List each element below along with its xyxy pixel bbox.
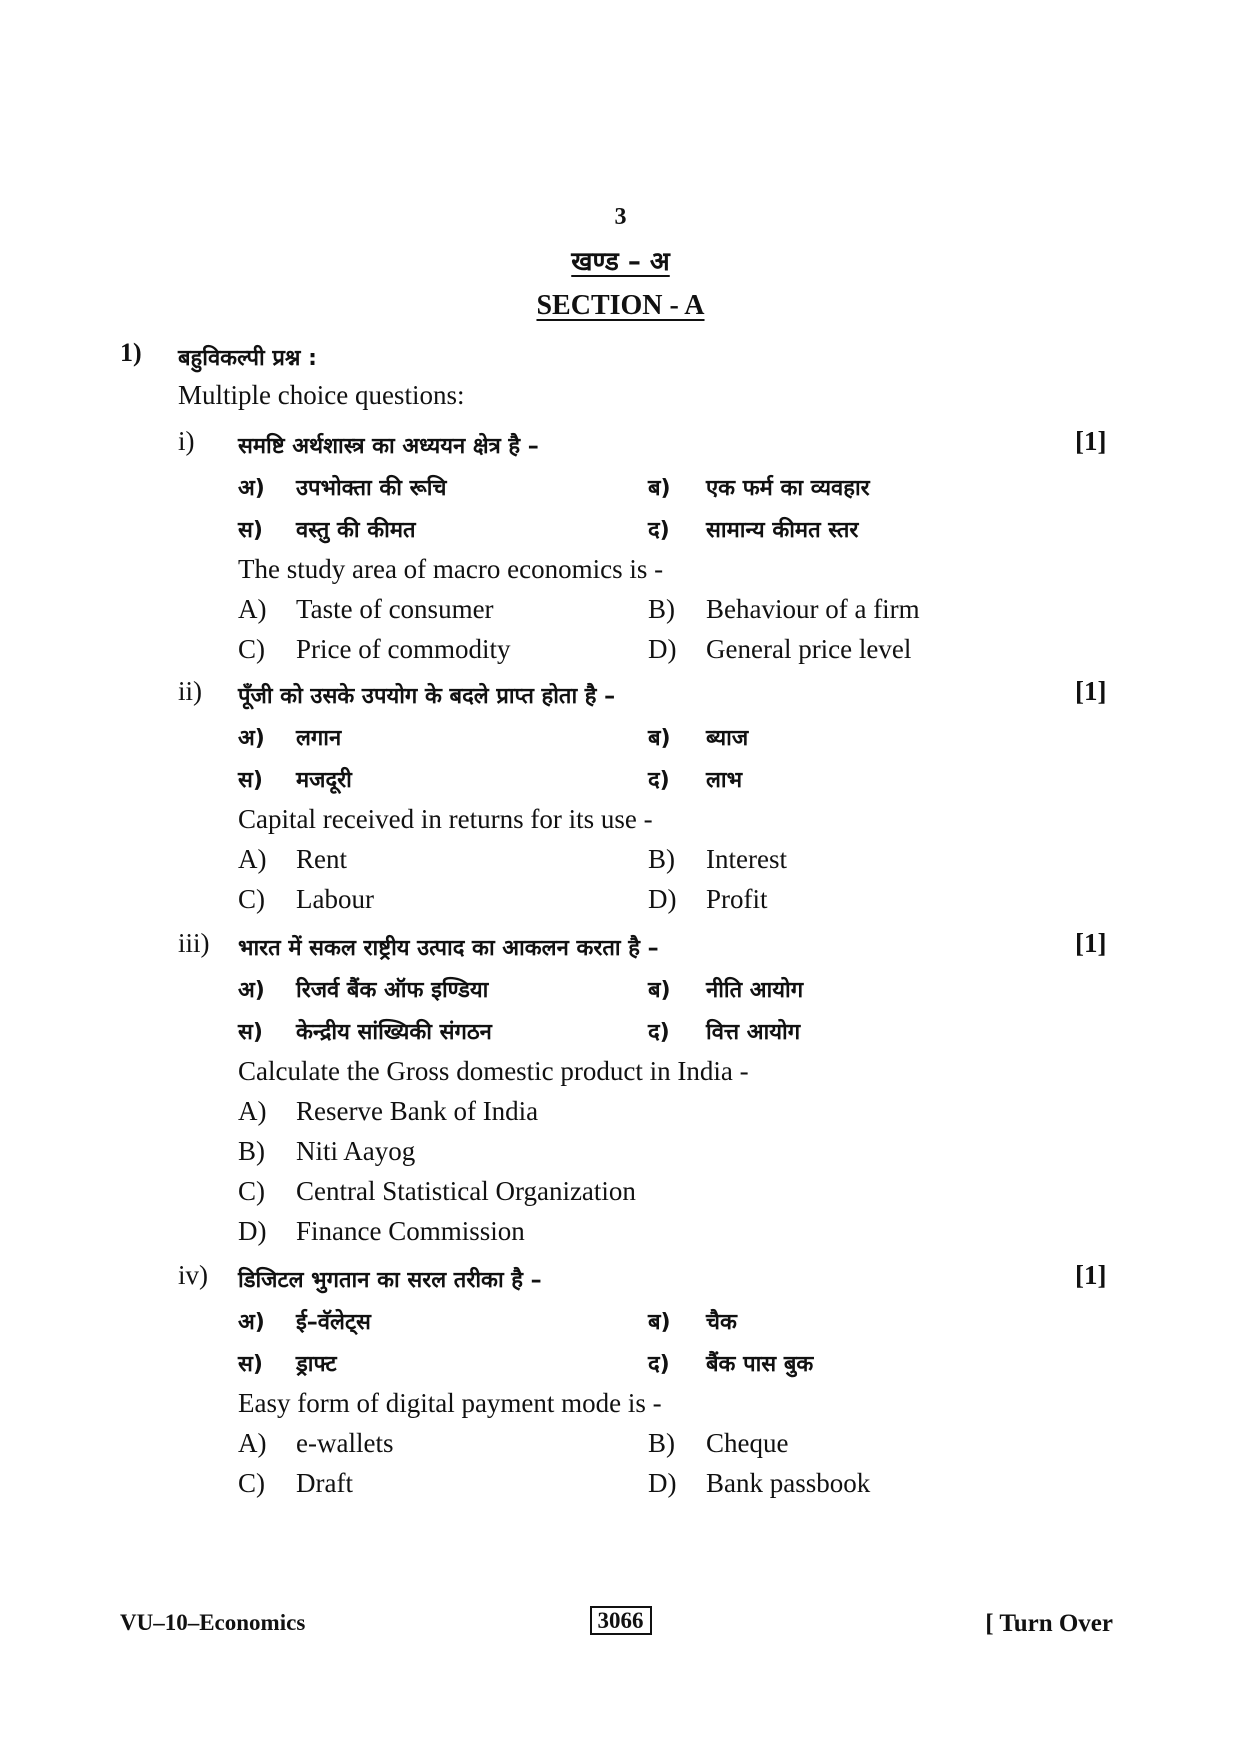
option-text: लाभ bbox=[706, 768, 743, 793]
option-label: स) bbox=[238, 1020, 263, 1045]
option-text: General price level bbox=[706, 634, 912, 664]
option-label: अ) bbox=[238, 978, 265, 1003]
option-label: A) bbox=[238, 1096, 267, 1126]
option-label: अ) bbox=[238, 476, 265, 501]
page-number: 3 bbox=[614, 204, 627, 230]
option-label: ब) bbox=[648, 476, 671, 501]
question-number: 1) bbox=[120, 338, 142, 367]
marks: [1] bbox=[1075, 426, 1107, 456]
question-text-hindi: समष्टि अर्थशास्त्र का अध्ययन क्षेत्र है – bbox=[238, 434, 539, 459]
option-text: लगान bbox=[296, 726, 342, 751]
option-text: उपभोक्ता की रूचि bbox=[296, 476, 447, 501]
option-text: e-wallets bbox=[296, 1428, 394, 1458]
heading-english: Multiple choice questions: bbox=[178, 380, 465, 410]
option-text: Bank passbook bbox=[706, 1468, 871, 1498]
option-label: अ) bbox=[238, 1310, 265, 1335]
option-label: ब) bbox=[648, 978, 671, 1003]
option-text: वस्तु की कीमत bbox=[296, 518, 416, 543]
option-text: Behaviour of a firm bbox=[706, 594, 920, 624]
question-text-english: Easy form of digital payment mode is - bbox=[238, 1388, 662, 1418]
option-label: C) bbox=[238, 1468, 265, 1498]
option-label: D) bbox=[648, 1468, 677, 1498]
question-text-hindi: डिजिटल भुगतान का सरल तरीका है – bbox=[238, 1268, 542, 1293]
option-text: रिजर्व बैंक ऑफ इण्डिया bbox=[296, 978, 489, 1003]
option-text: केन्द्रीय सांख्यिकी संगठन bbox=[296, 1020, 492, 1045]
option-text: ड्राफ्ट bbox=[296, 1352, 337, 1377]
option-label: अ) bbox=[238, 726, 265, 751]
option-label: D) bbox=[648, 884, 677, 914]
option-label: B) bbox=[648, 844, 675, 874]
section-title-english: SECTION - A bbox=[536, 290, 705, 321]
option-text: बैंक पास बुक bbox=[706, 1352, 814, 1377]
question-num: ii) bbox=[178, 676, 202, 706]
question-text-english: The study area of macro economics is - bbox=[238, 554, 664, 584]
option-text: Draft bbox=[296, 1468, 353, 1498]
question-num: iv) bbox=[178, 1260, 208, 1290]
option-label: C) bbox=[238, 634, 265, 664]
marks: [1] bbox=[1075, 1260, 1107, 1290]
option-text: Finance Commission bbox=[296, 1216, 525, 1246]
question-num: iii) bbox=[178, 928, 210, 958]
footer-turn-over: [ Turn Over bbox=[985, 1610, 1113, 1637]
option-label: A) bbox=[238, 594, 267, 624]
option-label: द) bbox=[648, 518, 670, 543]
option-text: Rent bbox=[296, 844, 347, 874]
question-text-hindi: पूँजी को उसके उपयोग के बदले प्राप्त होता है – bbox=[238, 684, 616, 709]
marks: [1] bbox=[1075, 676, 1107, 706]
option-label: B) bbox=[648, 1428, 675, 1458]
option-label: A) bbox=[238, 1428, 267, 1458]
option-text: Niti Aayog bbox=[296, 1136, 416, 1166]
option-label: द) bbox=[648, 768, 670, 793]
option-text: Reserve Bank of India bbox=[296, 1096, 539, 1126]
option-label: D) bbox=[648, 634, 677, 664]
option-label: B) bbox=[238, 1136, 265, 1166]
option-label: स) bbox=[238, 518, 263, 543]
option-text: मजदूरी bbox=[296, 768, 352, 793]
option-text: Taste of consumer bbox=[296, 594, 494, 624]
option-label: C) bbox=[238, 884, 265, 914]
option-text: Central Statistical Organization bbox=[296, 1176, 636, 1206]
option-text: वित्त आयोग bbox=[706, 1020, 801, 1045]
option-text: Profit bbox=[706, 884, 768, 914]
heading-hindi: बहुविकल्पी प्रश्न : bbox=[178, 346, 317, 371]
section-title-hindi: खण्ड – अ bbox=[571, 247, 670, 277]
option-label: स) bbox=[238, 768, 263, 793]
option-label: द) bbox=[648, 1352, 670, 1377]
option-text: Price of commodity bbox=[296, 634, 511, 664]
option-label: D) bbox=[238, 1216, 267, 1246]
option-text: Labour bbox=[296, 884, 374, 914]
option-text: एक फर्म का व्यवहार bbox=[706, 476, 870, 501]
marks: [1] bbox=[1075, 928, 1107, 958]
option-text: नीति आयोग bbox=[706, 978, 804, 1003]
footer-paper-code: 3066 bbox=[590, 1606, 652, 1635]
option-label: C) bbox=[238, 1176, 265, 1206]
option-text: ब्याज bbox=[706, 726, 749, 751]
option-label: ब) bbox=[648, 1310, 671, 1335]
option-text: सामान्य कीमत स्तर bbox=[706, 518, 859, 543]
option-label: B) bbox=[648, 594, 675, 624]
question-num: i) bbox=[178, 426, 195, 456]
question-text-english: Calculate the Gross domestic product in India - bbox=[238, 1056, 749, 1086]
question-text-english: Capital received in returns for its use - bbox=[238, 804, 653, 834]
option-label: ब) bbox=[648, 726, 671, 751]
option-label: स) bbox=[238, 1352, 263, 1377]
option-label: A) bbox=[238, 844, 267, 874]
option-text: ई–वॅलेट्स bbox=[296, 1310, 371, 1335]
option-text: Cheque bbox=[706, 1428, 789, 1458]
question-text-hindi: भारत में सकल राष्ट्रीय उत्पाद का आकलन करता है – bbox=[238, 936, 659, 961]
option-text: चैक bbox=[706, 1310, 737, 1335]
footer-subject-code: VU–10–Economics bbox=[120, 1610, 306, 1635]
option-label: द) bbox=[648, 1020, 670, 1045]
option-text: Interest bbox=[706, 844, 787, 874]
